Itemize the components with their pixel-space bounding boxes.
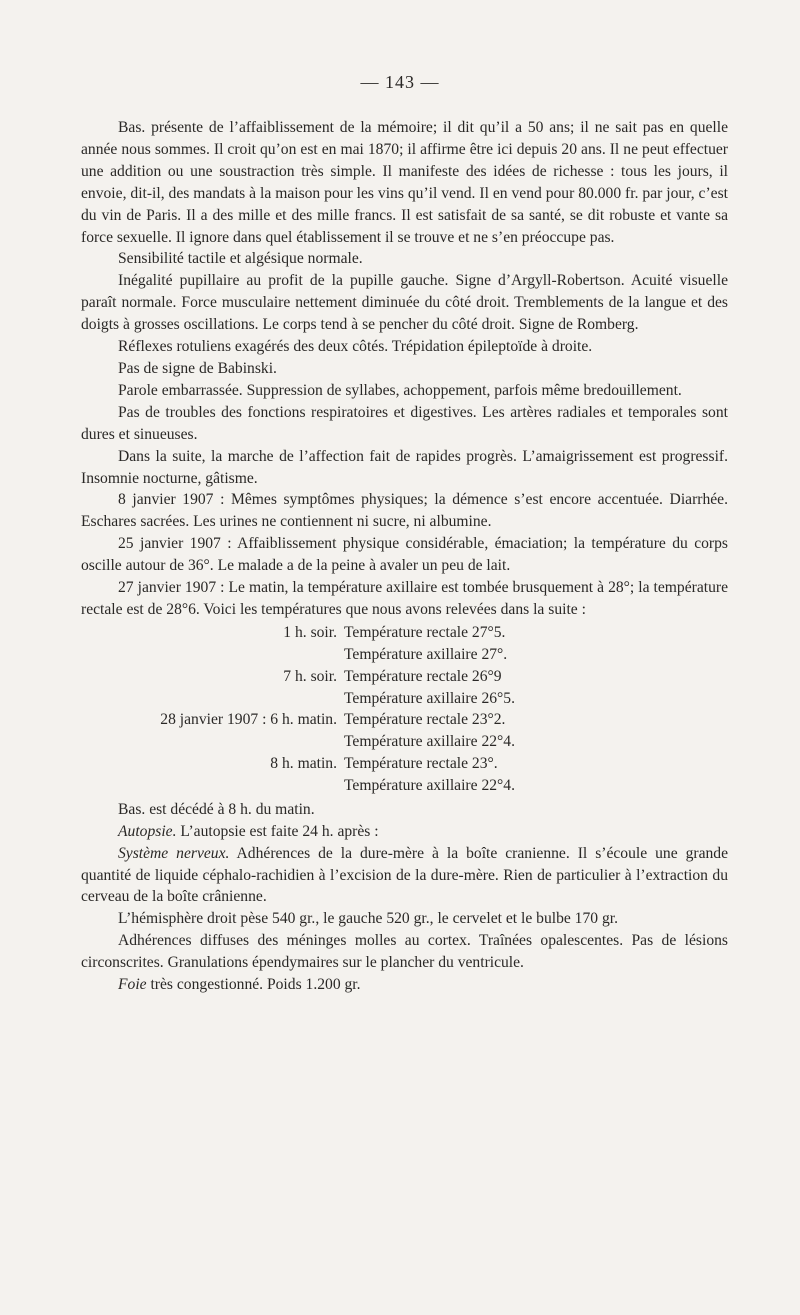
paragraph-speech: Parole embarrassée. Suppression de syllabes, achoppement, parfois même bredouillement.	[118, 381, 682, 399]
temperature-row	[81, 688, 728, 710]
liver-text: très congestionné. Poids 1.200 gr.	[146, 976, 361, 994]
page-body	[81, 117, 728, 996]
paragraph-liver	[81, 974, 728, 996]
temperature-table	[81, 622, 728, 797]
temperature-row	[81, 731, 728, 753]
autopsy-text: L’autopsie est faite 24 h. après :	[176, 822, 379, 840]
paragraph-progression: Dans la suite, la marche de l’affection fait de rapides progrès. L’amaigrissement est progressif. Insomnie nocturne, gâtisme.	[81, 447, 728, 487]
temperature-reading: Température axillaire 27°.	[344, 645, 508, 663]
temperature-reading: Température axillaire 26°5.	[344, 689, 515, 707]
paragraph-memory: Bas. présente de l’affaiblissement de la mémoire; il dit qu’il a 50 ans; il ne sait pas en quelle année nous sommes. Il croit qu’on est en mai 1870; il affirme être ici depuis 20 ans. Il ne peut effectuer une addition ou une soustraction très simple. Il manifeste des idées de richesse : tous les jours, il envoie, dit-il, des mandats à la maison pour les vins qu’il vend. Il en vend pour 80.000 fr. par jour, c’est du vin de Paris. Il a des mille et des mille francs. Il est satisfait de sa santé, se dit robuste et vante sa force sexuelle. Il ignore dans quel établissement il se trouve et ne s’en préoccupe pas.	[81, 119, 728, 246]
temperature-row	[81, 775, 728, 797]
temperature-reading: Température rectale 26°9	[344, 667, 502, 685]
paragraph-jan-27: 27 janvier 1907 : Le matin, la température axillaire est tombée brusquement à 28°; la température rectale est de 28°6. Voici les températures que nous avons relevées dans la suite :	[81, 579, 728, 618]
temperature-row	[81, 753, 728, 775]
temperature-time: 1 h. soir.	[283, 623, 337, 641]
liver-label: Foie	[118, 976, 147, 994]
temperature-time: 8 h. matin.	[270, 755, 337, 773]
paragraph-hemispheres: L’hémisphère droit pèse 540 gr., le gauche 520 gr., le cervelet et le bulbe 170 gr.	[118, 910, 619, 928]
paragraph-meninges: Adhérences diffuses des méninges molles au cortex. Traînées opalescentes. Pas de lésions circonscrites. Granulations épendymaires sur le plancher du ventricule.	[81, 932, 728, 972]
temperature-reading: Température axillaire 22°4.	[344, 733, 515, 751]
temperature-reading: Température rectale 23°2.	[344, 711, 506, 729]
temperature-time: 28 janvier 1907 : 6 h. matin.	[160, 711, 337, 729]
temperature-time: 7 h. soir.	[283, 667, 337, 685]
paragraph-pupils: Inégalité pupillaire au profit de la pupille gauche. Signe d’Argyll-Robertson. Acuité visuelle paraît normale. Force musculaire nettement diminuée du côté droit. Tremblements de la langue et des doigts à grosses oscillations. Le corps tend à se pencher du côté droit. Signe de Romberg.	[81, 272, 728, 334]
paragraph-respiratory: Pas de troubles des fonctions respiratoires et digestives. Les artères radiales et temporales sont dures et sinueuses.	[81, 403, 728, 443]
autopsy-label: Autopsie.	[118, 822, 177, 840]
paragraph-babinski: Pas de signe de Babinski.	[118, 359, 277, 377]
temperature-row	[81, 666, 728, 688]
temperature-row	[81, 709, 728, 731]
temperature-reading: Température rectale 23°.	[344, 755, 498, 773]
paragraph-jan-8: 8 janvier 1907 : Mêmes symptômes physiques; la démence s’est encore accentuée. Diarrhée. Eschares sacrées. Les urines ne contiennent ni sucre, ni albumine.	[81, 491, 728, 531]
paragraph-sensibility: Sensibilité tactile et algésique normale.	[118, 250, 363, 268]
temperature-reading: Température axillaire 22°4.	[344, 777, 515, 795]
paragraph-nervous-system	[81, 843, 728, 909]
page-number: — 143 —	[360, 72, 440, 92]
nervous-system-text: Adhérences de la dure-mère à la boîte cranienne. Il s’écoule une grande quantité de liquide céphalo-rachidien à l’excision de la dure-mère. Rien de particulier à l’extraction du cerveau de la boîte crânienne.	[81, 844, 729, 906]
nervous-system-label: Système nerveux.	[118, 844, 230, 862]
temperature-reading: Température rectale 27°5.	[344, 623, 506, 641]
paragraph-autopsy	[81, 821, 728, 843]
paragraph-death: Bas. est décédé à 8 h. du matin.	[118, 800, 315, 818]
paragraph-jan-25: 25 janvier 1907 : Affaiblissement physique considérable, émaciation; la température du corps oscille autour de 36°. Le malade a de la peine à avaler un peu de lait.	[81, 535, 728, 575]
temperature-row	[81, 622, 728, 644]
paragraph-reflexes: Réflexes rotuliens exagérés des deux côtés. Trépidation épileptoïde à droite.	[118, 338, 593, 356]
temperature-row	[81, 644, 728, 666]
